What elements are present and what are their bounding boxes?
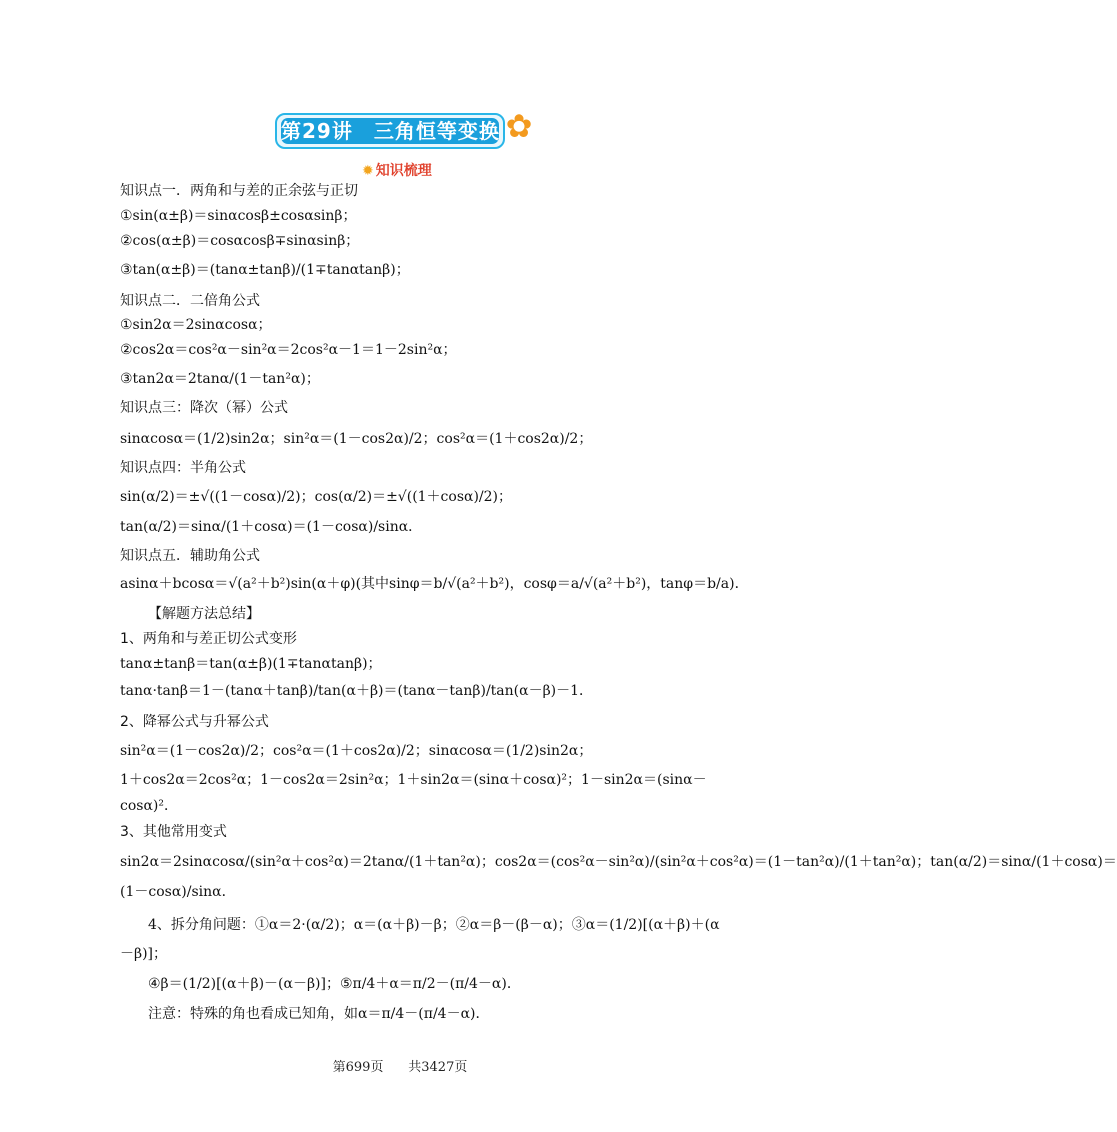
flower-icon: ✿ [505, 107, 533, 145]
formula-line: ①sin(α±β)＝sinαcosβ±cosαsinβ； [120, 208, 357, 224]
lecture-title: 第29讲 三角恒等变换 [281, 119, 500, 143]
sun-icon: ✹ [362, 163, 374, 179]
subheading-3: 3、其他常用变式 [120, 824, 227, 840]
formula-line: asinα＋bcosα＝√(a²＋b²)sin(α＋φ)(其中sinφ＝b/√(a²＋b²)，cosφ＝a/√(a²＋b²)，tanφ＝b/a)． [120, 576, 749, 592]
formula-line: －β)]； [120, 946, 168, 962]
formula-line: sinαcosα＝(1/2)sin2α；sin²α＝(1－cos2α)/2；cos²α＝(1＋cos2α)/2； [120, 431, 593, 447]
note-line: 注意：特殊的角也看成已知角，如α＝π/4－(π/4－α)． [148, 1006, 490, 1022]
formula-line: 4、拆分角问题：①α＝2·(α/2)；α＝(α＋β)－β；②α＝β－(β－α)；③α＝(1/2)[(α＋β)＋(α [148, 917, 720, 933]
formula-line: ①sin2α＝2sinαcosα； [120, 317, 272, 333]
formula-line: 1＋cos2α＝2cos²α；1－cos2α＝2sin²α；1＋sin2α＝(sinα＋cosα)²；1－sin2α＝(sinα－ [120, 772, 707, 788]
formula-line: sin(α/2)＝±√((1－cosα)/2)；cos(α/2)＝±√((1＋cosα)/2)； [120, 489, 513, 505]
formula-line: cosα)²． [120, 798, 178, 814]
kp1-heading: 知识点一．两角和与差的正余弦与正切 [120, 183, 358, 199]
formula-line: (1－cosα)/sinα． [120, 884, 236, 900]
kp3-heading: 知识点三：降次（幂）公式 [120, 400, 288, 416]
formula-line: tan(α/2)＝sinα/(1＋cosα)＝(1－cosα)/sinα． [120, 519, 423, 535]
section-label-text: 知识梳理 [375, 163, 432, 179]
page-number: 第699页 [332, 1060, 384, 1075]
page-footer [0, 1056, 800, 1075]
formula-line: ③tan(α±β)＝(tanα±tanβ)/(1∓tanαtanβ)； [120, 262, 410, 278]
formula-line: sin²α＝(1－cos2α)/2；cos²α＝(1＋cos2α)/2；sinαcosα＝(1/2)sin2α； [120, 743, 593, 759]
section-label [362, 160, 482, 180]
kp5-heading: 知识点五．辅助角公式 [120, 548, 260, 564]
kp2-heading: 知识点二．二倍角公式 [120, 293, 260, 309]
formula-line: tanα±tanβ＝tan(α±β)(1∓tanαtanβ)； [120, 656, 382, 672]
subheading-1: 1、两角和与差正切公式变形 [120, 631, 297, 647]
subheading-2: 2、降幂公式与升幂公式 [120, 714, 269, 730]
formula-line: ②cos(α±β)＝cosαcosβ∓sinαsinβ； [120, 233, 360, 249]
formula-line: ④β＝(1/2)[(α＋β)－(α－β)]；⑤π/4＋α＝π/2－(π/4－α)． [148, 976, 521, 992]
method-summary-heading: 【解题方法总结】 [148, 606, 260, 622]
formula-line: ②cos2α＝cos²α－sin²α＝2cos²α－1＝1－2sin²α； [120, 342, 457, 358]
formula-line: tanα·tanβ＝1－(tanα＋tanβ)/tan(α＋β)＝(tanα－tanβ)/tan(α－β)－1． [120, 683, 594, 699]
kp4-heading: 知识点四：半角公式 [120, 460, 246, 476]
formula-line: ③tan2α＝2tanα/(1－tan²α)； [120, 371, 320, 387]
formula-line: sin2α＝2sinαcosα/(sin²α＋cos²α)＝2tanα/(1＋tan²α)；cos2α＝(cos²α－sin²α)/(sin²α＋cos²α)＝(1－tan²α)/(1＋tan²α)；tan(α/2)＝sinα/(1＋cosα)＝ [120, 854, 1117, 870]
lecture-title-banner [275, 113, 505, 149]
page-total: 共3427页 [408, 1060, 468, 1075]
